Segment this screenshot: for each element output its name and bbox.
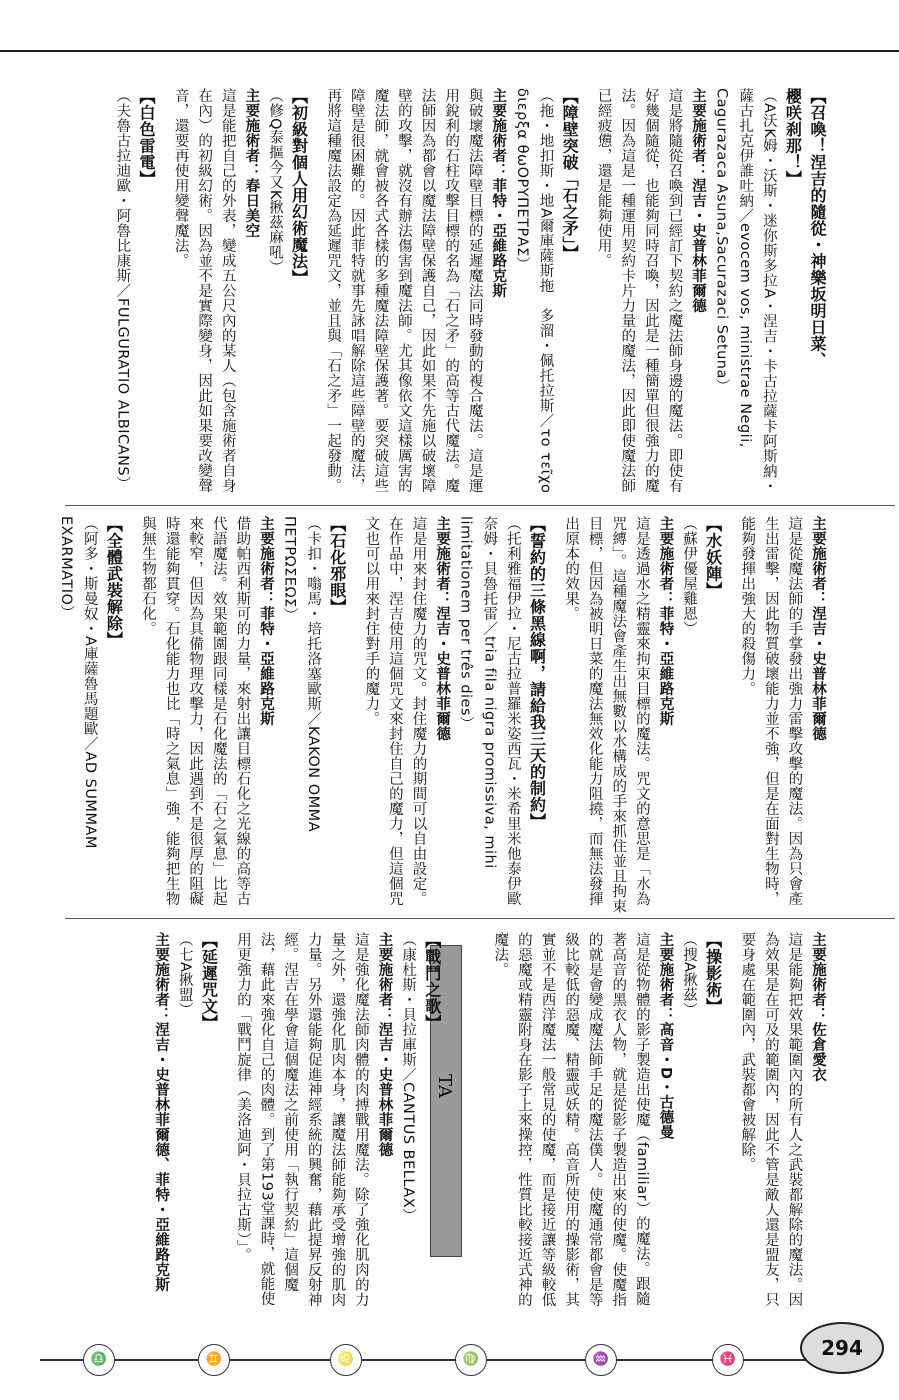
entry-reading: （康杜斯・貝拉庫斯／CANTUS BELLAX） xyxy=(400,932,417,1224)
entry-reading: （夫魯古拉迪歐・阿魯比康斯／FULGURATIO ALBICANS） xyxy=(114,88,131,492)
section-middle xyxy=(58,516,829,914)
entry-text: 這是用來封住魔力的咒文。封住魔力的期間可以自由設定。在作品中，涅吉使用這個咒文來封住自己的魔力，但這個咒文也可以用來封住對手的魔力。 xyxy=(363,516,427,906)
caster-label: 主要施術者： xyxy=(153,932,170,1022)
zodiac-virgo-icon: ♍ xyxy=(455,1344,487,1376)
entry-reading: （卡扣・嗡馬・培托洛塞歐斯／KAKON OMMA ΠΕΤΡΩΣΕΩΣ） xyxy=(281,516,322,833)
entry-text: 這是透過水之精靈來拘束目標的魔法。咒文的意思是「水為咒縛」。這種魔法會產生出無數以水構成的手來抓住並且拘束目標，但因為被明日菜的魔法無效化能力阻撓，而無法發揮出原本的效果。 xyxy=(563,516,650,914)
entry-title: 【誓約的三條黑線啊，請給我三天的制約】 xyxy=(527,516,547,830)
entry-title: 【水妖陣】 xyxy=(703,516,723,599)
caster-name: 菲特・亞維路克斯 xyxy=(657,606,674,726)
entry-text: 這是強化魔法師肉體的肉搏戰用魔法。除了強化肌肉的力量之外，還強化肌肉本身，讓魔法師能夠承受增強的肌肉力量。另外還能夠促進神經系統的興奮，藉此提昇反射神經。涅吉在學會這個魔法之前使用「執行契約」這個魔法，藉此來強化自己的肉體。到了第193堂課時，就能使用更強力的「戰鬥旋律（美洛迪阿・貝拉古斯）」。 xyxy=(234,932,369,1307)
section-separator xyxy=(65,505,895,506)
entry-reading: （七A揪盟） xyxy=(176,932,193,1018)
page-footer xyxy=(0,1318,899,1388)
footer-line xyxy=(40,1359,819,1361)
caster-name: 菲特・亞維路克斯 xyxy=(490,178,507,298)
caster-label: 主要施術者： xyxy=(690,88,707,178)
entry-reading: （搜A揪茲） xyxy=(681,932,698,1018)
entry-text: 這是運用銳利的石柱攻擊目標的名為「石之矛」的高等古代魔法。魔法師因為都會以魔法障壁保護自己，因此如果不先施以破壞障壁的攻擊，就沒有辦法傷害到魔法師。尤其像依文這樣厲害的魔法師，就會被各式各樣的多種魔法障壁保護著。要突破這些障壁是很困難的。因此菲特就事先詠唱解除這些障壁的魔法，再將這種魔法設定為延遲咒文，並且與「石之矛」一起發動。 xyxy=(325,88,483,493)
caster-label: 主要施術者： xyxy=(243,88,260,178)
entry-text: 與破壞魔法障壁目標的延遲魔法同時發動的複合魔法。 xyxy=(466,88,483,448)
caster-name: 佐倉愛衣 xyxy=(810,1022,826,1082)
section-separator xyxy=(65,918,895,919)
caster-name: 涅吉・史普林菲爾德、菲特・亞維路克斯 xyxy=(153,1022,170,1292)
zodiac-aquarius-icon: ♒ xyxy=(585,1344,617,1376)
entry-reading: （拖・地扣斯・地A爾庫薩斯拖 多溜・佩托拉斯／το τεῖχο διερξα θωΟΡΥΠΕΤΡΑΣ） xyxy=(513,88,554,494)
section-top xyxy=(69,88,829,500)
caster-label: 主要施術者： xyxy=(434,516,451,606)
entry-reading: （阿多・斯曼奴・A庫薩魯馬題歐／AD SUMMAM EXARMATIO） xyxy=(58,516,98,849)
banner-label: TA xyxy=(434,1074,455,1099)
entry-title: 【延遲咒文】 xyxy=(199,932,219,1031)
top-rule xyxy=(0,50,899,52)
zodiac-leo-icon: ♌ xyxy=(330,1344,362,1376)
caster-name: 高音・D・古德曼 xyxy=(657,1022,674,1140)
caster-name: 菲特・亞維路克斯 xyxy=(257,606,274,726)
entry-title: 【障壁突破「石之矛」】 xyxy=(560,88,580,262)
section-bottom xyxy=(69,932,829,1312)
entry-subtitle: 櫻咲刹那！】 xyxy=(783,88,803,187)
caster-name: 涅吉・史普林菲爾德 xyxy=(434,606,451,741)
caster-label: 主要施術者： xyxy=(376,932,393,1022)
caster-label: 主要施術者： xyxy=(810,516,826,606)
entry-title: 【操影術】 xyxy=(703,932,723,1015)
entry-reading: （托利雅福伊拉・尼古拉普羅米姿西瓦・米希里米他泰伊歐奈姆・貝魯托雷／tria fila nigra promissiva, mihi limitationem per três dies） xyxy=(457,516,521,906)
entry-text: 這是能夠把效果範圍內的所有人之武裝都解除的魔法。因為效果是在可及的範圍內，因此不管是敵人還是盟友，只要身處在範圍內，武裝都會被解除。 xyxy=(739,932,803,1307)
entry-title: 【白色雷電】 xyxy=(136,88,156,187)
entry-text: 這是將隨從召喚到已經訂下契約之魔法師身邊的魔法。即使有好幾個隨從，也能夠同時召喚，因此是一種簡單但很強力的魔法。因為這是一種運用契約卡片力量的魔法，因此即使魔法師已經疲憊，還是能夠使用。 xyxy=(595,88,683,493)
caster-label: 主要施術者： xyxy=(490,88,507,178)
entry-title: 【召喚！涅吉的隨從・神樂坂明日菜、 xyxy=(808,88,827,369)
caster-label: 主要施術者： xyxy=(657,516,674,606)
zodiac-pisces-icon: ♓ xyxy=(712,1344,744,1376)
entry-text: 這是從物體的影子製造出使魔（familiar）的魔法。跟隨著高音的黑衣人物，就是從影子製造出來的使魔。使魔指的就是會變成魔法師手足的魔法僕人。使魔通常都會是等級比較低的惡魔、精靈或妖精。高音所使用的操影術，其實並不是西洋魔法一般常見的使魔，而是接近讓等級較低的惡魔或精靈附身在影子上來操控，性質比較接近式神的魔法。 xyxy=(492,932,650,1307)
zodiac-gemini-icon: ♊ xyxy=(198,1344,230,1376)
entry-title: 【戰鬥之歌】 xyxy=(422,932,442,1031)
entry-reading: （修Q泰摳今又K揪茲麻吼） xyxy=(266,88,283,275)
zodiac-libra-icon: ♎ xyxy=(83,1344,115,1376)
entry-text: 這是能把自己的外表，變成五公尺內的某人（包含施術者自身在內）的初級幻術。因為並不是實際變身，因此如果要改變聲音，還要再使用變聲魔法。 xyxy=(172,88,236,493)
entry-text: 這是從魔法師的手掌發出強力雷擊攻擊的魔法。因為只會產生出雷擊，因此物質破壞能力並不強，但是在面對生物時，能夠發揮出強大的殺傷力。 xyxy=(739,516,803,906)
entry-reading: （蘇伊優屋雞恩） xyxy=(681,516,698,636)
caster-label: 主要施術者： xyxy=(810,932,826,1022)
entry-title: 【石化邪眼】 xyxy=(327,516,347,615)
caster-name: 涅吉・史普林菲爾德 xyxy=(810,606,826,741)
caster-label: 主要施術者： xyxy=(657,932,674,1022)
entry-title: 【全體武裝解除】 xyxy=(104,516,124,648)
entry-text: 借助帕西利斯可的力量，來射出讓目標石化之光線的高等古代語魔法。效果範圍跟同樣是石化魔法的「石之氣息」比起來較窄，但因為具備物理攻擊力，因此遇到不是很厚的阻礙時還能夠貫穿。石化能力也比「時之氣息」強，能夠把生物與無生物都石化。 xyxy=(139,516,251,906)
page-number: 294 xyxy=(800,1322,884,1374)
caster-name: 春日美空 xyxy=(243,178,260,238)
entry-reading: （A沃K姆・沃斯・迷你斯多拉A・涅吉・卡古拉薩卡阿斯納・薩古扎克伊誰吐納／evocem vos, ministrae Negii, Cagurazaca Asuna,Sacurazaci Setuna） xyxy=(713,88,777,494)
caster-name: 涅吉・史普林菲爾德 xyxy=(376,1022,393,1157)
entry-title: 【初級對個人用幻術魔法】 xyxy=(289,88,309,286)
caster-label: 主要施術者： xyxy=(257,516,274,606)
caster-name: 涅吉・史普林菲爾德 xyxy=(690,178,707,313)
